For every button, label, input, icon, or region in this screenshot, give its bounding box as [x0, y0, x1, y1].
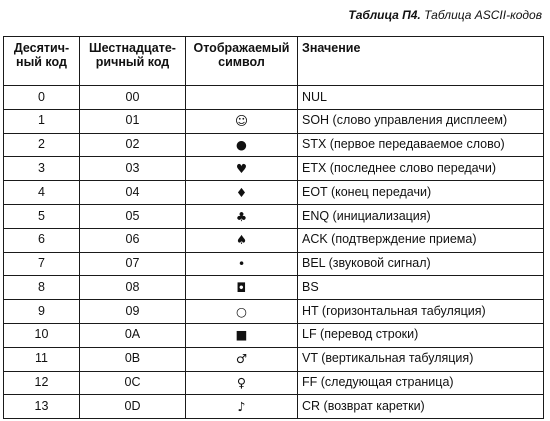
header-meaning-line-1: Значение: [302, 41, 361, 55]
table-row: [4, 347, 544, 371]
meaning-cell: STX (первое передаваемое слово): [298, 133, 544, 157]
ascii-table: [3, 36, 544, 419]
table-row: [4, 157, 544, 181]
hex-code-cell: 06: [80, 228, 186, 252]
table-row: [4, 204, 544, 228]
caption-title: Таблица ASCII-кодов: [424, 8, 542, 22]
hex-code-cell: 0C: [80, 371, 186, 395]
table-row: [4, 395, 544, 419]
symbol-cell: ●: [186, 133, 298, 157]
symbol-cell: ♂: [186, 347, 298, 371]
dec-code-cell: 3: [4, 157, 80, 181]
meaning-cell: EOT (конец передачи): [298, 181, 544, 205]
meaning-cell: ENQ (инициализация): [298, 204, 544, 228]
header-hex-line-1: Шестнадцате-: [89, 41, 176, 55]
dec-code-cell: 10: [4, 323, 80, 347]
meaning-cell: BS: [298, 276, 544, 300]
meaning-cell: LF (перевод строки): [298, 323, 544, 347]
hex-code-cell: 0B: [80, 347, 186, 371]
hex-code-cell: 00: [80, 86, 186, 110]
symbol-cell: ♦: [186, 181, 298, 205]
dec-code-cell: 1: [4, 109, 80, 133]
hex-code-cell: 07: [80, 252, 186, 276]
header-decimal-line-2: ный код: [16, 54, 67, 69]
header-decimal-line-1: Десятич-: [13, 41, 70, 55]
hex-code-cell: 0D: [80, 395, 186, 419]
hex-code-cell: 0A: [80, 323, 186, 347]
table-row: [4, 323, 544, 347]
hex-code-cell: 08: [80, 276, 186, 300]
symbol-cell: ♀: [186, 371, 298, 395]
symbol-cell: ♣: [186, 204, 298, 228]
dec-code-cell: 5: [4, 204, 80, 228]
header-symbol-line-2: символ: [218, 54, 265, 69]
table-row: [4, 300, 544, 324]
meaning-cell: SOH (слово управления дисплеем): [298, 109, 544, 133]
symbol-cell: •: [186, 252, 298, 276]
caption-label: Таблица П4.: [348, 8, 421, 22]
hex-code-cell: 01: [80, 109, 186, 133]
dec-code-cell: 2: [4, 133, 80, 157]
header-hex-code: [80, 37, 186, 86]
dec-code-cell: 7: [4, 252, 80, 276]
symbol-cell: ♪: [186, 395, 298, 419]
symbol-cell: ■: [186, 323, 298, 347]
hex-code-cell: 09: [80, 300, 186, 324]
meaning-cell: FF (следующая страница): [298, 371, 544, 395]
dec-code-cell: 0: [4, 86, 80, 110]
symbol-cell: ♠: [186, 228, 298, 252]
dec-code-cell: 4: [4, 181, 80, 205]
table-row: [4, 109, 544, 133]
symbol-cell: ♥: [186, 157, 298, 181]
table-body: [4, 86, 544, 419]
meaning-cell: HT (горизонтальная табуляция): [298, 300, 544, 324]
meaning-cell: CR (возврат каретки): [298, 395, 544, 419]
meaning-cell: VT (вертикальная табуляция): [298, 347, 544, 371]
table-row: [4, 86, 544, 110]
header-decimal-code: [4, 37, 80, 86]
meaning-cell: ETX (последнее слово передачи): [298, 157, 544, 181]
dec-code-cell: 11: [4, 347, 80, 371]
dec-code-cell: 13: [4, 395, 80, 419]
table-row: [4, 181, 544, 205]
header-hex-line-2: ричный код: [95, 54, 170, 69]
header-symbol-line-1: Отображаемый: [193, 41, 290, 55]
table-row: [4, 371, 544, 395]
symbol-cell: ◘: [186, 276, 298, 300]
meaning-cell: ACK (подтверждение приема): [298, 228, 544, 252]
dec-code-cell: 6: [4, 228, 80, 252]
hex-code-cell: 05: [80, 204, 186, 228]
dec-code-cell: 8: [4, 276, 80, 300]
table-row: [4, 252, 544, 276]
table-row: [4, 276, 544, 300]
header-meaning: [298, 37, 544, 86]
meaning-cell: BEL (звуковой сигнал): [298, 252, 544, 276]
dec-code-cell: 12: [4, 371, 80, 395]
hex-code-cell: 02: [80, 133, 186, 157]
symbol-cell: ○: [186, 300, 298, 324]
table-caption: [348, 8, 542, 22]
meaning-cell: NUL: [298, 86, 544, 110]
hex-code-cell: 03: [80, 157, 186, 181]
header-row: [4, 37, 544, 86]
hex-code-cell: 04: [80, 181, 186, 205]
symbol-cell: [186, 86, 298, 110]
header-display-symbol: [186, 37, 298, 86]
table-row: [4, 228, 544, 252]
table-header: [4, 37, 544, 86]
dec-code-cell: 9: [4, 300, 80, 324]
table-row: [4, 133, 544, 157]
symbol-cell: ☺: [186, 109, 298, 133]
